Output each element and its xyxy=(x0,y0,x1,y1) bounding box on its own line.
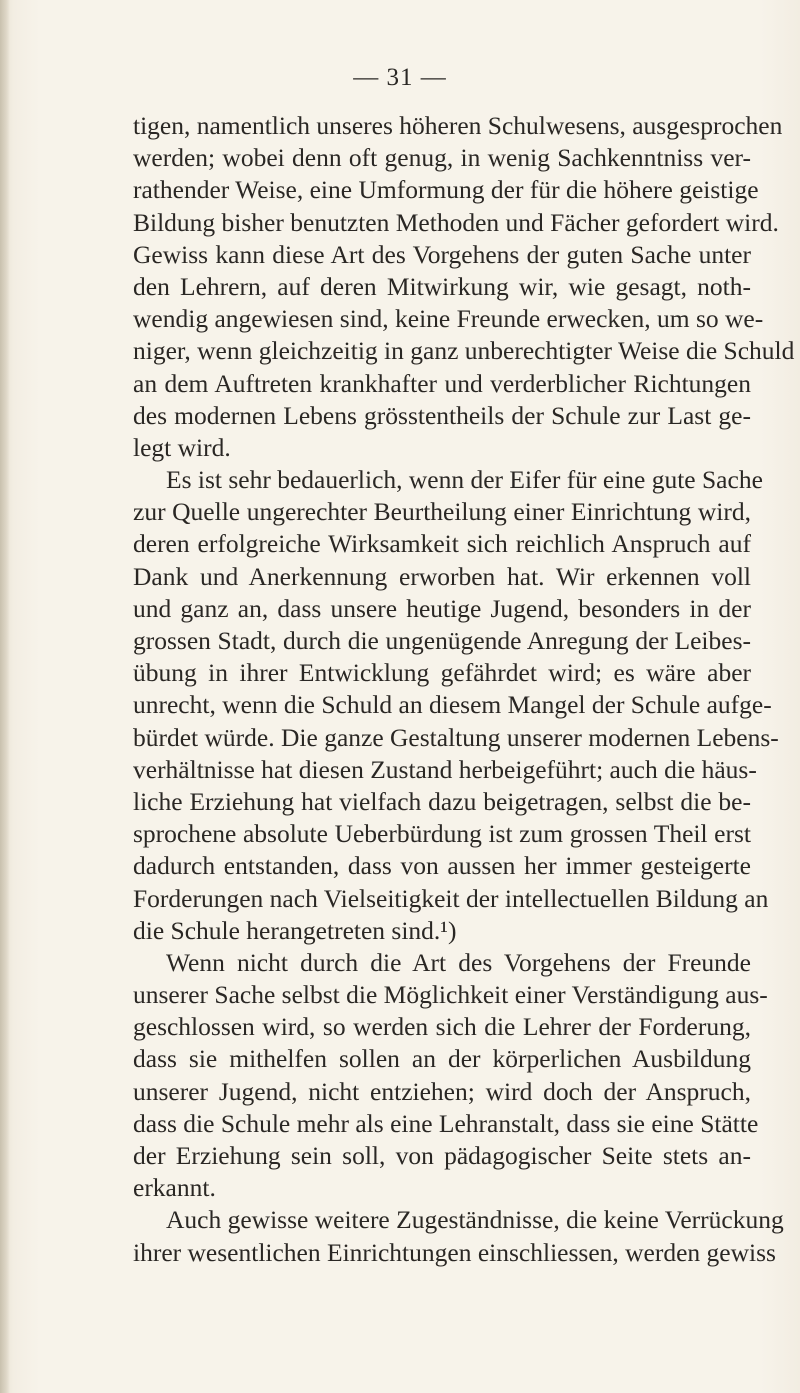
text-line: ihrer wesentlichen Einrichtungen einschliessen, werden gewiss xyxy=(133,1237,776,1267)
text-line: wendig angewiesen sind, keine Freunde erwecken, um so we- xyxy=(133,304,764,334)
text-line: Gewiss kann diese Art des Vorgehens der guten Sache unter xyxy=(133,239,751,269)
text-line: unserer Sache selbst die Möglichkeit einer Verständigung aus- xyxy=(133,980,768,1010)
text-line: tigen, namentlich unseres höheren Schulwesens, ausgesprochen xyxy=(133,111,783,140)
text-line: der Erziehung sein soll, von pädagogischer Seite stets an- xyxy=(133,1141,751,1170)
paragraph-end-line: legt wird. xyxy=(133,432,231,462)
text-line: geschlossen wird, so werden sich die Lehrer der Forderung, xyxy=(133,1012,751,1042)
text-line: verhältnisse hat diesen Zustand herbeigeführt; auch die häus- xyxy=(133,754,757,784)
page-binding-shadow xyxy=(0,0,10,1393)
text-line: liche Erziehung hat vielfach dazu beigetragen, selbst die be- xyxy=(133,786,751,816)
text-line: unrecht, wenn die Schuld an diesem Mangel der Schule aufge- xyxy=(133,690,772,720)
text-line: und ganz an, dass unsere heutige Jugend, besonders in der xyxy=(133,593,751,623)
text-line: zur Quelle ungerechter Beurtheilung einer Einrichtung wird, xyxy=(133,497,751,527)
page-number: — 31 — xyxy=(353,64,447,91)
paragraph-end-line: erkannt. xyxy=(133,1173,216,1203)
text-line: dass die Schule mehr als eine Lehranstalt, dass sie eine Stätte xyxy=(133,1108,759,1138)
paragraph-start-line: Wenn nicht durch die Art des Vorgehens der Freunde xyxy=(166,947,751,977)
text-line: Bildung bisher benutzten Methoden und Fächer gefordert wird. xyxy=(133,207,779,237)
paragraph-start-line: Es ist sehr bedauerlich, wenn der Eifer für eine gute Sache xyxy=(166,465,763,495)
paragraph-start-line: Auch gewisse weitere Zugeständnisse, die keine Verrückung xyxy=(166,1205,784,1235)
text-line: unserer Jugend, nicht entziehen; wird doch der Anspruch, xyxy=(133,1076,751,1106)
text-line: grossen Stadt, durch die ungenügende Anregung der Leibes- xyxy=(133,626,751,655)
text-line: niger, wenn gleichzeitig in ganz unberechtigter Weise die Schuld xyxy=(133,336,795,366)
text-line: dass sie mithelfen sollen an der körperlichen Ausbildung xyxy=(133,1044,751,1074)
text-line: rathender Weise, eine Umformung der für die höhere geistige xyxy=(133,175,759,205)
paragraph-end-line: die Schule herangetreten sind.¹) xyxy=(133,915,457,945)
text-line: an dem Auftreten krankhafter und verderblicher Richtungen xyxy=(133,368,751,398)
text-line: sprochene absolute Ueberbürdung ist zum grossen Theil erst xyxy=(133,819,751,849)
text-line: Forderungen nach Vielseitigkeit der intellectuellen Bildung an xyxy=(133,883,769,913)
text-line: Dank und Anerkennung erworben hat. Wir erkennen voll xyxy=(133,561,751,591)
text-line: übung in ihrer Entwicklung gefährdet wird; es wäre aber xyxy=(133,658,751,688)
text-line: den Lehrern, auf deren Mitwirkung wir, wie gesagt, noth- xyxy=(133,271,751,301)
text-line: bürdet würde. Die ganze Gestaltung unserer modernen Lebens- xyxy=(133,722,779,752)
text-line: des modernen Lebens grösstentheils der Schule zur Last ge- xyxy=(133,400,751,430)
text-line: deren erfolgreiche Wirksamkeit sich reichlich Anspruch auf xyxy=(133,529,751,559)
text-line: werden; wobei denn oft genug, in wenig Sachkenntniss ver- xyxy=(133,143,751,173)
body-text xyxy=(133,110,795,1269)
text-line: dadurch entstanden, dass von aussen her immer gesteigerte xyxy=(133,851,751,881)
